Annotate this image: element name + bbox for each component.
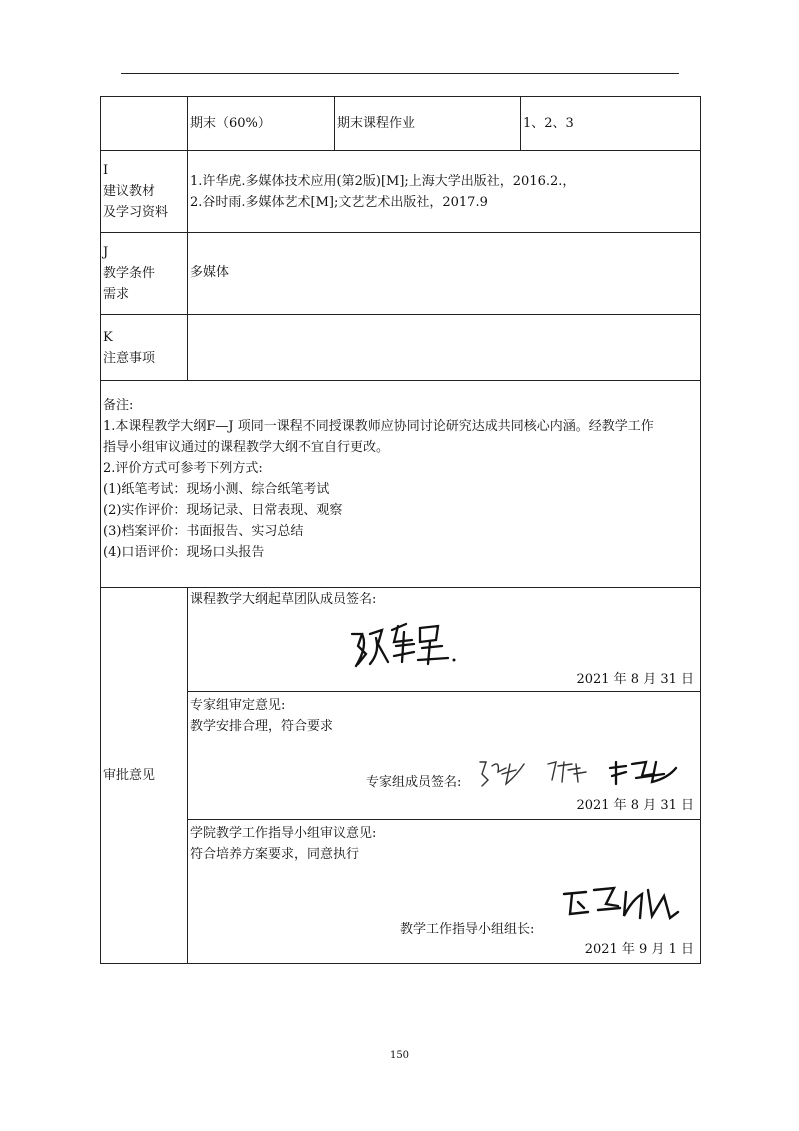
- approval-label: 审批意见: [101, 588, 188, 964]
- college-sign-label: 教学工作指导小组组长:: [400, 922, 535, 937]
- label-line: 教学条件: [103, 266, 156, 281]
- section-letter: I: [103, 163, 109, 178]
- remark-line: (3)档案评价：书面报告、实习总结: [103, 524, 304, 539]
- empty-cell: [101, 97, 188, 151]
- assessment-row: [101, 97, 701, 151]
- assessment-term: 期末（60%）: [188, 97, 335, 151]
- assessment-method: 期末课程作业: [335, 97, 521, 151]
- expert-signatures: [476, 756, 686, 788]
- remarks-cell: [101, 381, 701, 588]
- college-title: 学院教学工作指导小组审议意见:: [190, 826, 377, 841]
- remark-line: 备注:: [103, 398, 134, 413]
- college-signature: [560, 882, 682, 928]
- notes-label: [101, 315, 188, 381]
- expert-date: 2021 年 8 月 31 日: [576, 798, 694, 813]
- college-date: 2021 年 9 月 1 日: [584, 942, 694, 957]
- drafting-date: 2021 年 8 月 31 日: [576, 672, 694, 687]
- college-row: [101, 820, 701, 964]
- label-line: 注意事项: [103, 350, 156, 366]
- section-letter: K: [103, 329, 113, 345]
- expert-cell: [188, 692, 701, 820]
- remark-line: 1.本课程教学大纲F—J 项同一课程不同授课教师应协同讨论研究达成共同核心内涵。经教学工作: [103, 419, 654, 434]
- expert-title: 专家组审定意见:: [190, 698, 286, 713]
- remark-line: (4)口语评价：现场口头报告: [103, 545, 265, 560]
- section-letter: J: [103, 245, 109, 260]
- materials-label: [101, 151, 188, 233]
- materials-row: [101, 151, 701, 233]
- remark-line: 2.评价方式可参考下列方式:: [103, 461, 263, 476]
- page-number: 150: [389, 1050, 410, 1061]
- syllabus-table: [100, 96, 701, 964]
- drafting-cell: [188, 588, 701, 692]
- list-item: 1.许华虎.多媒体技术应用(第2版)[M];上海大学出版社，2016.2.，: [190, 173, 576, 189]
- conditions-label: [101, 233, 188, 315]
- college-cell: [188, 820, 701, 964]
- remarks-row: [101, 381, 701, 588]
- college-opinion: 符合培养方案要求，同意执行: [190, 847, 360, 862]
- label-line: 建议教材: [103, 184, 156, 199]
- drafting-title: 课程教学大纲起草团队成员签名:: [190, 592, 377, 607]
- expert-row: [101, 692, 701, 820]
- expert-opinion: 教学安排合理，符合要求: [190, 719, 334, 734]
- drafting-signature: [348, 616, 463, 672]
- label-line: 及学习资料: [103, 205, 169, 220]
- conditions-row: [101, 233, 701, 315]
- materials-list: [188, 151, 701, 233]
- remark-line: (2)实作评价：现场记录、日常表现、观察: [103, 503, 343, 518]
- drafting-row: [101, 588, 701, 692]
- notes-row: [101, 315, 701, 381]
- remark-line: 指导小组审议通过的课程教学大纲不宜自行更改。: [103, 440, 390, 455]
- header-rule: [121, 73, 679, 74]
- notes-value: [188, 315, 701, 381]
- assessment-targets: 1、2、3: [521, 97, 701, 151]
- expert-sign-label: 专家组成员签名:: [366, 775, 462, 790]
- conditions-value: 多媒体: [188, 233, 701, 315]
- remark-line: (1)纸笔考试：现场小测、综合纸笔考试: [103, 482, 330, 497]
- list-item: 2.谷时雨.多媒体艺术[M];文艺艺术出版社，2017.9: [190, 194, 488, 210]
- label-line: 需求: [103, 287, 130, 302]
